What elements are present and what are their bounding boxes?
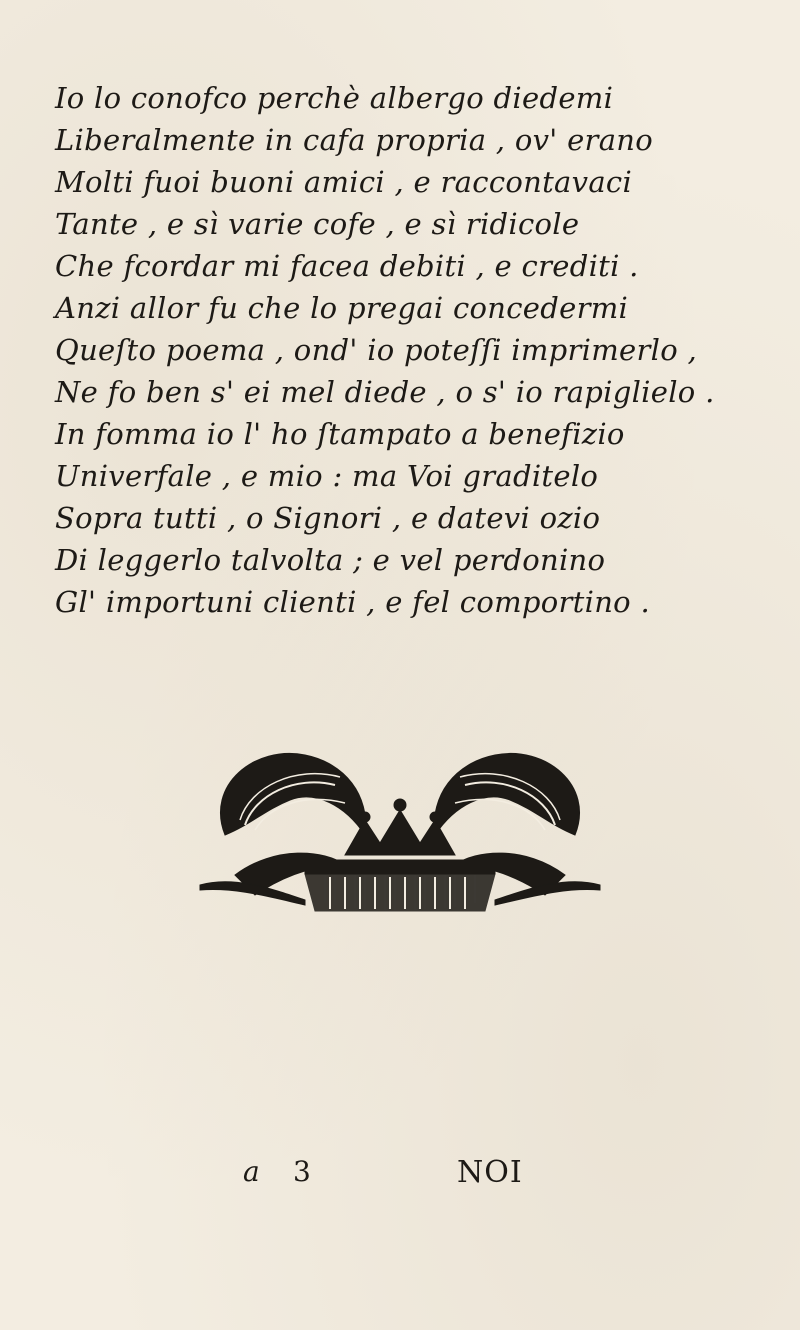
- catchword: NOI: [457, 1155, 523, 1190]
- verse-line-12: Di leggerlo talvolta ; e vel perdonino: [55, 543, 606, 577]
- verse-line-13: Gl' importuni clienti , e fel comportino .: [55, 585, 650, 619]
- crown-ornament-icon: [195, 725, 605, 925]
- page-number: 3: [293, 1155, 311, 1188]
- verse-line-4: Tante , e sì varie cofe , e sì ridicole: [55, 207, 580, 241]
- signature-mark: a: [243, 1155, 260, 1188]
- verse-line-6: Anzi allor fu che lo pregai concedermi: [55, 291, 629, 325]
- verse-line-5: Che fcordar mi facea debiti , e crediti .: [55, 249, 639, 283]
- verse-line-11: Sopra tutti , o Signori , e datevi ozio: [55, 501, 601, 535]
- verse-line-8: Ne fo ben s' ei mel diede , o s' io rapiglielo .: [55, 375, 715, 409]
- verse-line-1: Io lo conofco perchè albergo diedemi: [55, 81, 614, 115]
- verse-line-2: Liberalmente in cafa propria , ov' erano: [55, 123, 654, 157]
- verse-line-9: In fomma io l' ho ſtampato a benefizio: [55, 417, 625, 451]
- verse-line-10: Univerfale , e mio : ma Voi graditelo: [55, 459, 599, 493]
- verse-line-7: Queſto poema , ond' io poteſſi imprimerlo ,: [55, 333, 698, 367]
- verse-line-3: Molti fuoi buoni amici , e raccontavaci: [55, 165, 633, 199]
